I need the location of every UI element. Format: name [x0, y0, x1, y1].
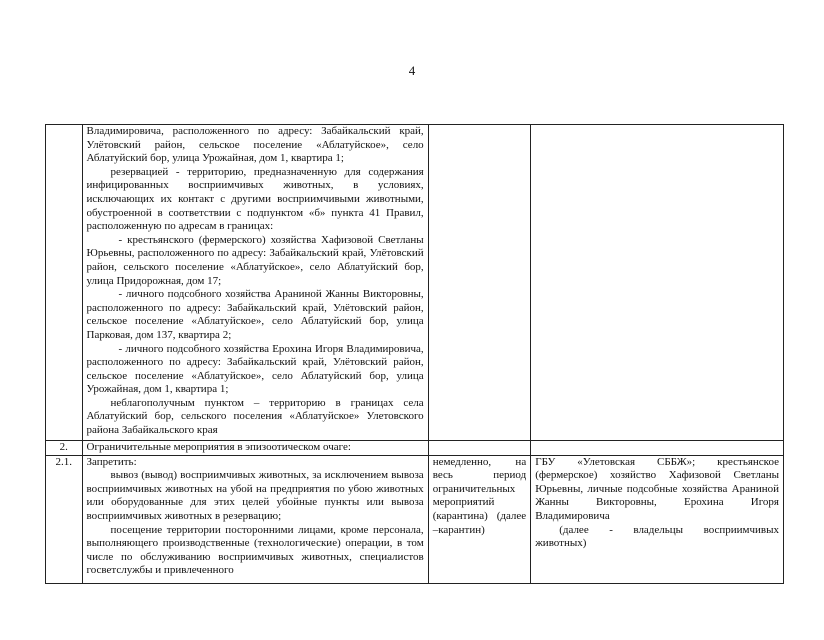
paragraph: - личного подсобного хозяйства Араниной Жанны Викторовны, расположенного по адресу: Забайкальский край, Улётовский район, сельское поселение «Аблатуйское», село Аблатуйский бор, улица Парковая, дом 137, квартира 2;	[86, 288, 424, 341]
term-cell	[428, 125, 531, 441]
paragraph: посещение территории посторонними лицами, кроме персонала, выполняющего производственные (технологические) операции, в том числе по обслуживанию восприимчивых животных, специалистов госветслужбы и привлеченного	[86, 523, 424, 577]
measures-table	[45, 124, 784, 584]
term-cell	[428, 455, 531, 583]
term-cell	[428, 441, 531, 456]
paragraph: - личного подсобного хозяйства Ерохина Игоря Владимировича, расположенного по адресу: Забайкальский край, Улётовский район, сельское поселение «Аблатуйское», село Аблатуйский бор, улица Урожайная, дом 1, квартира 1;	[86, 342, 424, 396]
row-number-cell: 2.	[46, 441, 83, 456]
responsible-note: (далее - владельцы восприимчивых животных)	[535, 523, 779, 550]
page-number: 4	[408, 63, 416, 78]
table-row	[46, 125, 784, 441]
table-row	[46, 455, 784, 583]
responsible-cell	[531, 441, 784, 456]
row-number-cell: 2.1.	[46, 455, 83, 583]
measure-cell	[82, 455, 428, 583]
row-number-cell	[46, 125, 83, 441]
paragraph: неблагополучным пунктом – территорию в границах села Аблатуйский бор, сельского поселения «Аблатуйское» Улетовского района Забайкальского края	[86, 396, 424, 437]
paragraph: вывоз (вывод) восприимчивых животных, за исключением вывоза восприимчивых животных на убой на предприятия по убою животных или оборудованные для этих целей убойные пункты или вывоза восприимчивых животных в резервацию;	[86, 469, 424, 522]
responsible-text: ГБУ «Улетовская СББЖ»; крестьянское (фермерское) хозяйство Хафизовой Светланы Юрьевны, личные подсобные хозяйства Араниной Жанны Викторовны, Ерохина Игоря Владимировича	[535, 455, 779, 522]
table-row	[46, 441, 784, 456]
term-text: немедленно, на весь период ограничительных мероприятий (карантина) (далее –карантин)	[432, 455, 527, 536]
paragraph: Владимировича, расположенного по адресу: Забайкальский край, Улётовский район, сельское поселение «Аблатуйское», село Аблатуйский бор, улица Урожайная, дом 1, квартира 1;	[86, 125, 424, 165]
paragraph-heading: Запретить:	[86, 455, 137, 468]
section-heading-cell: Ограничительные мероприятия в эпизоотическом очаге:	[82, 441, 428, 456]
responsible-cell	[531, 455, 784, 583]
paragraph: - крестьянского (фермерского) хозяйства Хафизовой Светланы Юрьевны, расположенного по адресу: Забайкальский край, Улётовский район, сельского поселение «Аблатуйское», село Аблатуйский бор, улица Придорожная, дом 17;	[86, 233, 424, 287]
paragraph: резервацией - территорию, предназначенную для содержания инфицированных восприимчивых животных, в условиях, исключающих их контакт с другими восприимчивыми животными, обустроенной в соответствии с подпунктом «б» пункта 41 Правил, расположенную по адресам в границах:	[86, 165, 424, 233]
measure-cell	[82, 125, 428, 441]
responsible-cell	[531, 125, 784, 441]
